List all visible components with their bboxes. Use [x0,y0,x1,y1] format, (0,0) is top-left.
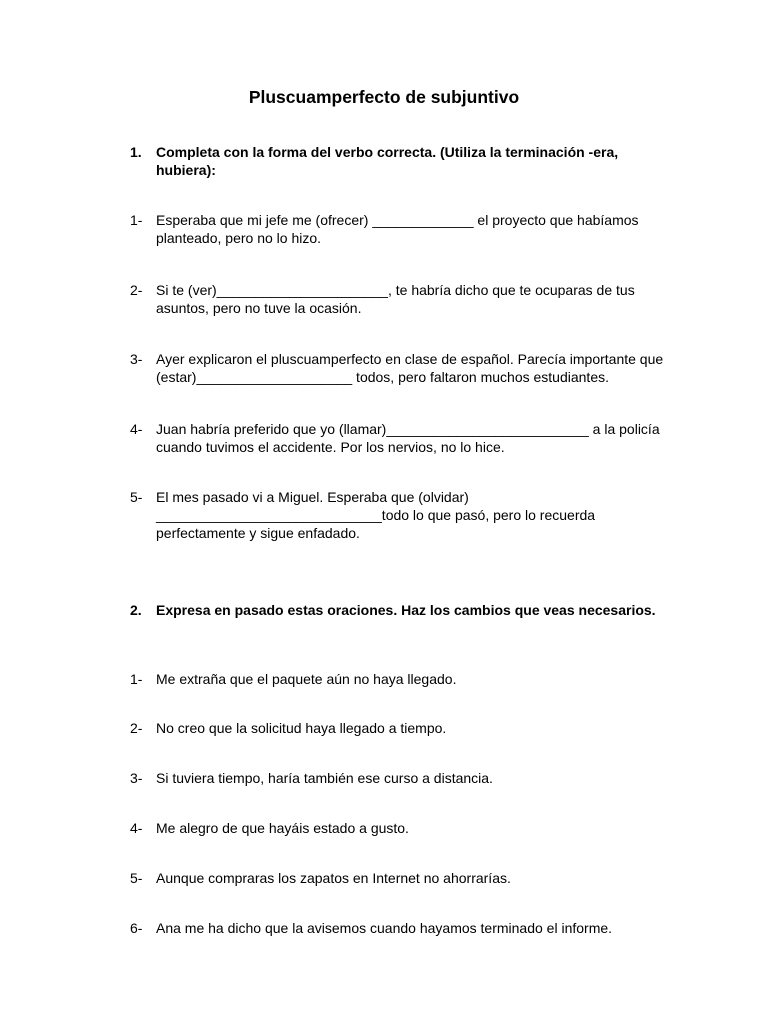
item-text: Esperaba que mi jefe me (ofrecer) _____________ el proyecto que habíamos planteado, pero no lo hizo. [156,212,643,246]
exercise-2-item-3 [130,769,670,787]
item-text: Ana me ha dicho que la avisemos cuando hayamos terminado el informe. [156,920,613,936]
item-number: 4- [130,820,143,836]
exercise-2-item-2 [130,719,670,737]
item-text: El mes pasado vi a Miguel. Esperaba que (olvidar) _____________________________todo lo que pasó, pero lo recuerda perfectamente y sigue enfadado. [156,489,599,541]
item-number: 3- [130,351,143,367]
exercise-2-item-1 [130,670,670,688]
item-text: Aunque compraras los zapatos en Internet no ahorrarías. [156,870,511,886]
item-number: 1- [130,671,143,687]
item-number: 3- [130,770,143,786]
item-text: Ayer explicaron el pluscuamperfecto en clase de español. Parecía importante que (estar)____________________ todos, pero faltaron muchos estudiantes. [156,351,668,385]
exercise-1-item-1 [130,211,670,247]
item-text: No creo que la solicitud haya llegado a tiempo. [156,720,447,736]
item-number: 4- [130,421,143,437]
item-number: 5- [130,870,143,886]
item-number: 2- [130,282,143,298]
exercise-1-item-2 [130,281,670,317]
section-2-number: 2. [130,602,142,618]
exercise-1-item-3 [130,350,670,386]
item-number: 5- [130,489,143,505]
item-number: 2- [130,720,143,736]
item-text: Me extraña que el paquete aún no haya llegado. [156,671,457,687]
section-2-instruction-text: Expresa en pasado estas oraciones. Haz los cambios que veas necesarios. [156,602,656,618]
exercise-2-item-4 [130,819,670,837]
item-text: Si te (ver)______________________, te habría dicho que te ocuparas de tus asuntos, pero no tuve la ocasión. [156,282,639,316]
section-1-instruction-text: Completa con la forma del verbo correcta. (Utiliza la terminación -era, hubiera): [156,144,623,178]
page-title: Pluscuamperfecto de subjuntivo [248,87,520,107]
item-number: 6- [130,920,143,936]
exercise-1-item-4 [130,420,670,456]
item-number: 1- [130,212,143,228]
item-text: Si tuviera tiempo, haría también ese curso a distancia. [156,770,493,786]
item-text: Juan habría preferido que yo (llamar)__________________________ a la policía cuando tuvimos el accidente. Por los nervios, no lo hice. [156,421,664,455]
exercise-1-item-5 [130,488,670,542]
section-1-number: 1. [130,144,142,160]
section-1-instruction [130,143,670,179]
exercise-2-item-6 [130,919,670,937]
item-text: Me alegro de que hayáis estado a gusto. [156,820,409,836]
exercise-2-item-5 [130,869,670,887]
section-2-instruction [130,601,670,619]
